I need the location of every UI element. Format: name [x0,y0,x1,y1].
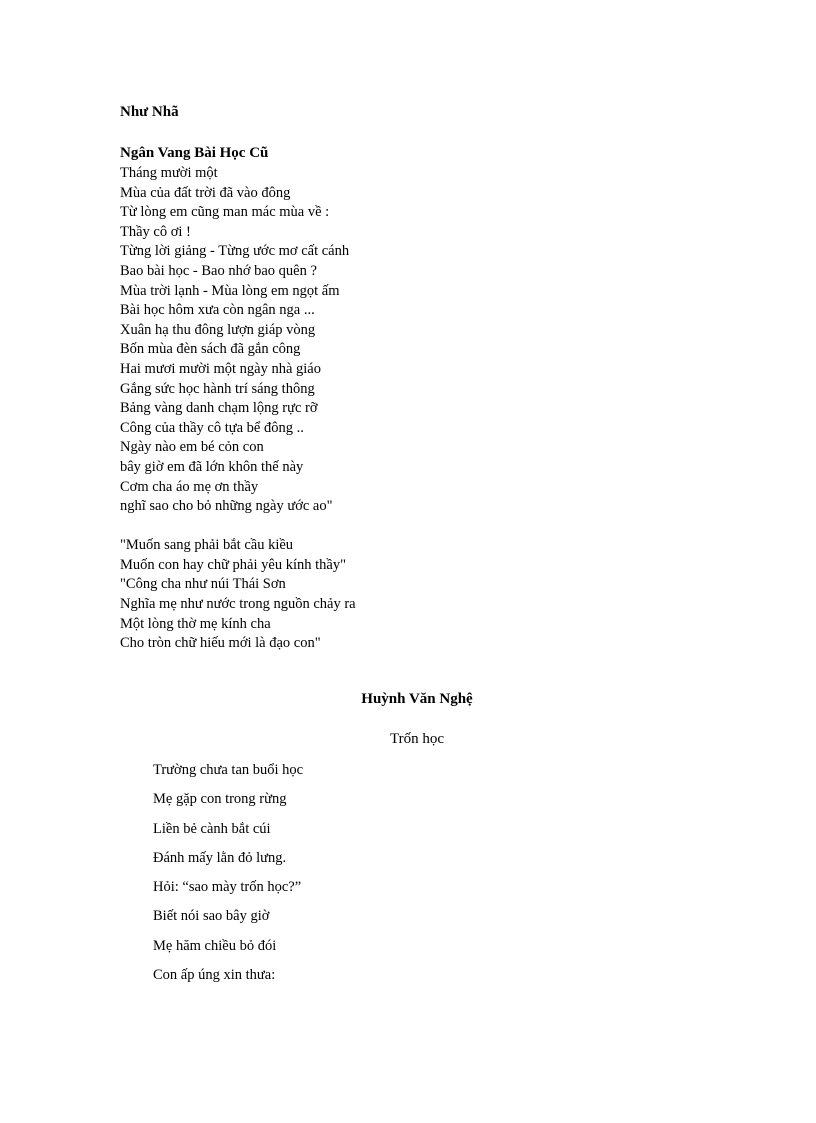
poem-line: Bốn mùa đèn sách đã gắn công [120,341,301,358]
poem-line: nghĩ sao cho bỏ những ngày ước ao" [120,498,333,515]
poem-line: Muốn con hay chữ phải yêu kính thầy" [120,556,346,573]
poem-line: Đánh mấy lằn đỏ lưng. [153,849,287,866]
poem-line: Bao bài học - Bao nhớ bao quên ? [120,262,317,279]
poem-line: "Công cha như núi Thái Sơn [120,576,286,593]
poem-line: Biết nói sao bây giờ [153,908,270,925]
poem-line: Xuân hạ thu đông lượn giáp vòng [120,321,316,338]
poem-line: "Muốn sang phải bắt cầu kiều [120,537,294,554]
poem-line: Thầy cô ơi ! [120,223,191,240]
poem-line: Hỏi: “sao mày trốn học?” [153,879,302,896]
poem-line: Mùa trời lạnh - Mùa lòng em ngọt ấm [120,282,340,299]
poem-line: Hai mươi mười một ngày nhà giáo [120,360,321,377]
poem-line: Mẹ hăm chiều bỏ đói [153,937,277,954]
poem-line: Công của thầy cô tựa bể đông .. [120,419,304,436]
poem-line: Con ấp úng xin thưa: [153,967,276,984]
author-name-nhu-nha: Như Nhã [120,104,179,120]
poem-line: Liền bẻ cành bắt cúi [153,820,271,837]
poem-line: Mùa của đất trời đã vào đông [120,184,291,201]
poem-line: Tháng mười một [120,165,218,181]
poem-line: Từ lòng em cũng man mác mùa về : [120,204,330,221]
poem-line: Trường chưa tan buổi học [153,762,304,778]
poem-line: Một lòng thờ mẹ kính cha [120,615,271,632]
poem-line: Từng lời giảng - Từng ước mơ cất cánh [120,243,350,260]
poem-line: Cho tròn chữ hiếu mới là đạo con" [120,635,321,652]
poem-title-ngan-vang: Ngân Vang Bài Học Cũ [120,145,269,161]
poem-line: Ngày nào em bé cỏn con [120,439,264,456]
poem-line: Gắng sức học hành trí sáng thông [120,380,315,397]
poem-title-tron-hoc: Trốn học [389,731,445,747]
poem-line: Mẹ gặp con trong rừng [153,791,287,808]
poem-line: Nghĩa mẹ như nước trong nguồn chảy ra [120,596,356,613]
poem-tron-hoc-body [153,760,303,994]
poem-ngan-vang-body [120,164,356,654]
author-name-huynh-van-nghe: Huỳnh Văn Nghệ [361,691,473,707]
poem-line: Bài học hôm xưa còn ngân nga ... [120,302,315,319]
poem-line: Cơm cha áo mẹ ơn thầy [120,478,259,495]
poem-line: bây giờ em đã lớn khôn thế này [120,458,304,475]
poem-line: Bảng vàng danh chạm lộng rực rỡ [120,400,318,417]
